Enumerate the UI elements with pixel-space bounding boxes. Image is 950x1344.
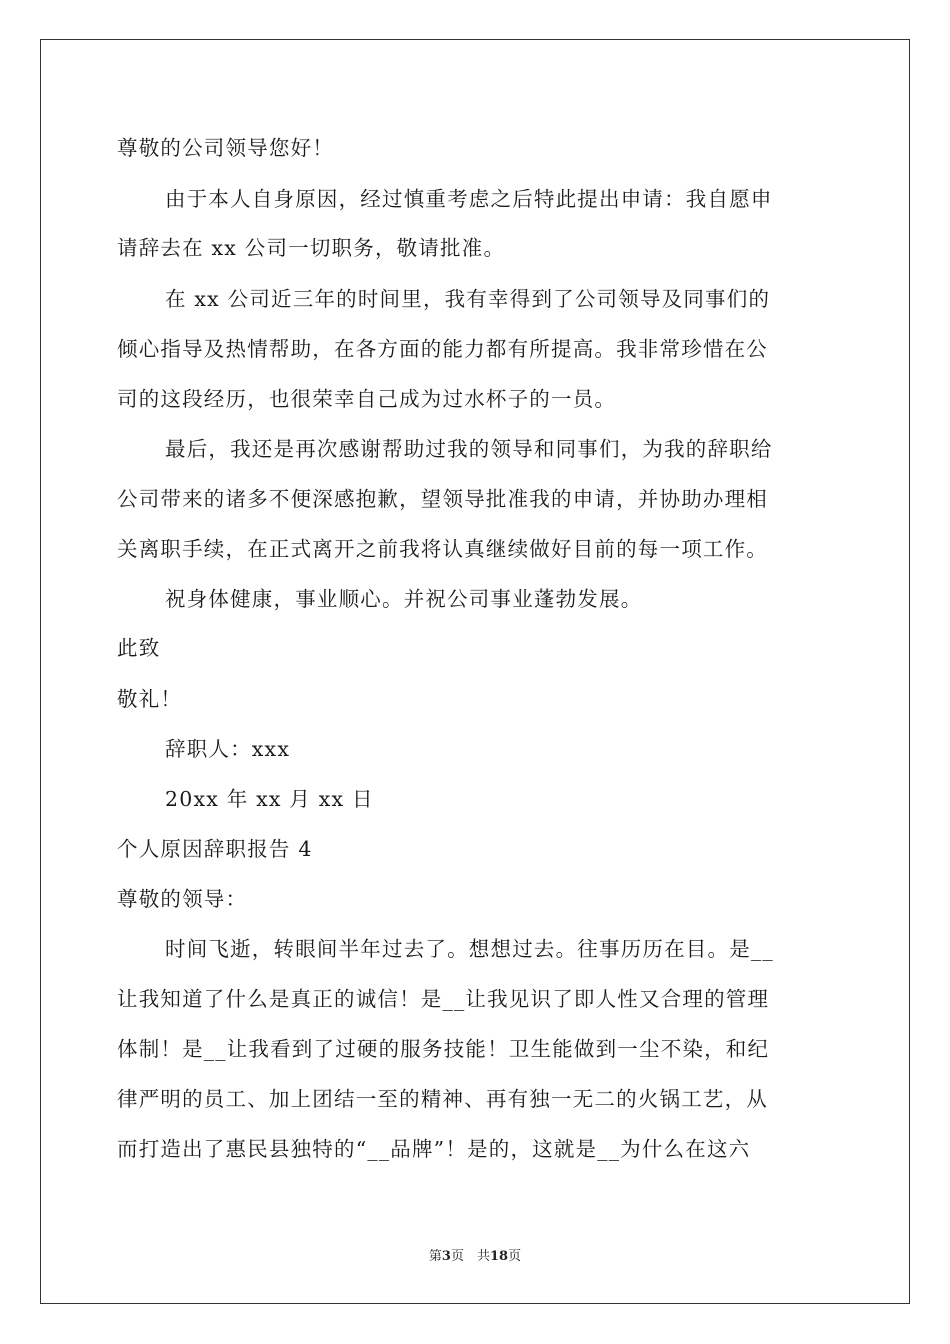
- paragraph-line: 祝身体健康，事业顺心。并祝公司事业蓬勃发展。: [165, 587, 643, 611]
- footer-suffix: 页: [508, 1249, 522, 1264]
- paragraph-line: 关离职手续，在正式离开之前我将认真继续做好目前的每一项工作。: [117, 537, 768, 561]
- paragraph-line: 最后，我还是再次感谢帮助过我的领导和同事们，为我的辞职给: [165, 437, 773, 461]
- paragraph-line: 律严明的员工、加上团结一至的精神、再有独一无二的火锅工艺，从: [117, 1087, 768, 1111]
- footer-total-pages: 18: [489, 1249, 509, 1264]
- paragraph-line: 请辞去在 xx 公司一切职务，敬请批准。: [117, 236, 506, 260]
- paragraph-line: 体制！是__让我看到了过硬的服务技能！卫生能做到一尘不染，和纪: [117, 1037, 770, 1061]
- paragraph-line: 倾心指导及热情帮助，在各方面的能力都有所提高。我非常珍惜在公: [117, 337, 768, 361]
- closing-line: 此致: [117, 636, 161, 660]
- paragraph-line: 公司带来的诸多不便深感抱歉，望领导批准我的申请，并协助办理相: [117, 487, 768, 511]
- paragraph-line: 由于本人自身原因，经过慎重考虑之后特此提出申请：我自愿申: [165, 187, 773, 211]
- date-line: 20xx 年 xx 月 xx 日: [165, 787, 374, 811]
- footer-prefix: 第: [428, 1249, 442, 1264]
- page-border: [40, 39, 910, 1304]
- paragraph-line: 在 xx 公司近三年的时间里，我有幸得到了公司领导及同事们的: [165, 287, 771, 311]
- signature-line: 辞职人：xxx: [165, 737, 291, 761]
- salutation-line: 尊敬的领导：: [117, 887, 248, 911]
- paragraph-line: 时间飞逝，转眼间半年过去了。想想过去。往事历历在目。是__: [165, 937, 774, 961]
- paragraph-line: 让我知道了什么是真正的诚信！是__让我见识了即人性又合理的管理: [117, 987, 770, 1011]
- paragraph-line: 司的这段经历，也很荣幸自己成为过水杯子的一员。: [117, 387, 617, 411]
- footer-mid: 页 共: [450, 1249, 490, 1264]
- footer-page-number: 3: [441, 1249, 451, 1264]
- section-heading: 个人原因辞职报告 4: [117, 837, 313, 861]
- paragraph-line: 而打造出了惠民县独特的“__品牌”！是的，这就是__为什么在这六: [117, 1137, 751, 1161]
- closing-line: 敬礼！: [117, 687, 183, 711]
- salutation-line: 尊敬的公司领导您好！: [117, 136, 334, 160]
- page-footer: [0, 1248, 950, 1266]
